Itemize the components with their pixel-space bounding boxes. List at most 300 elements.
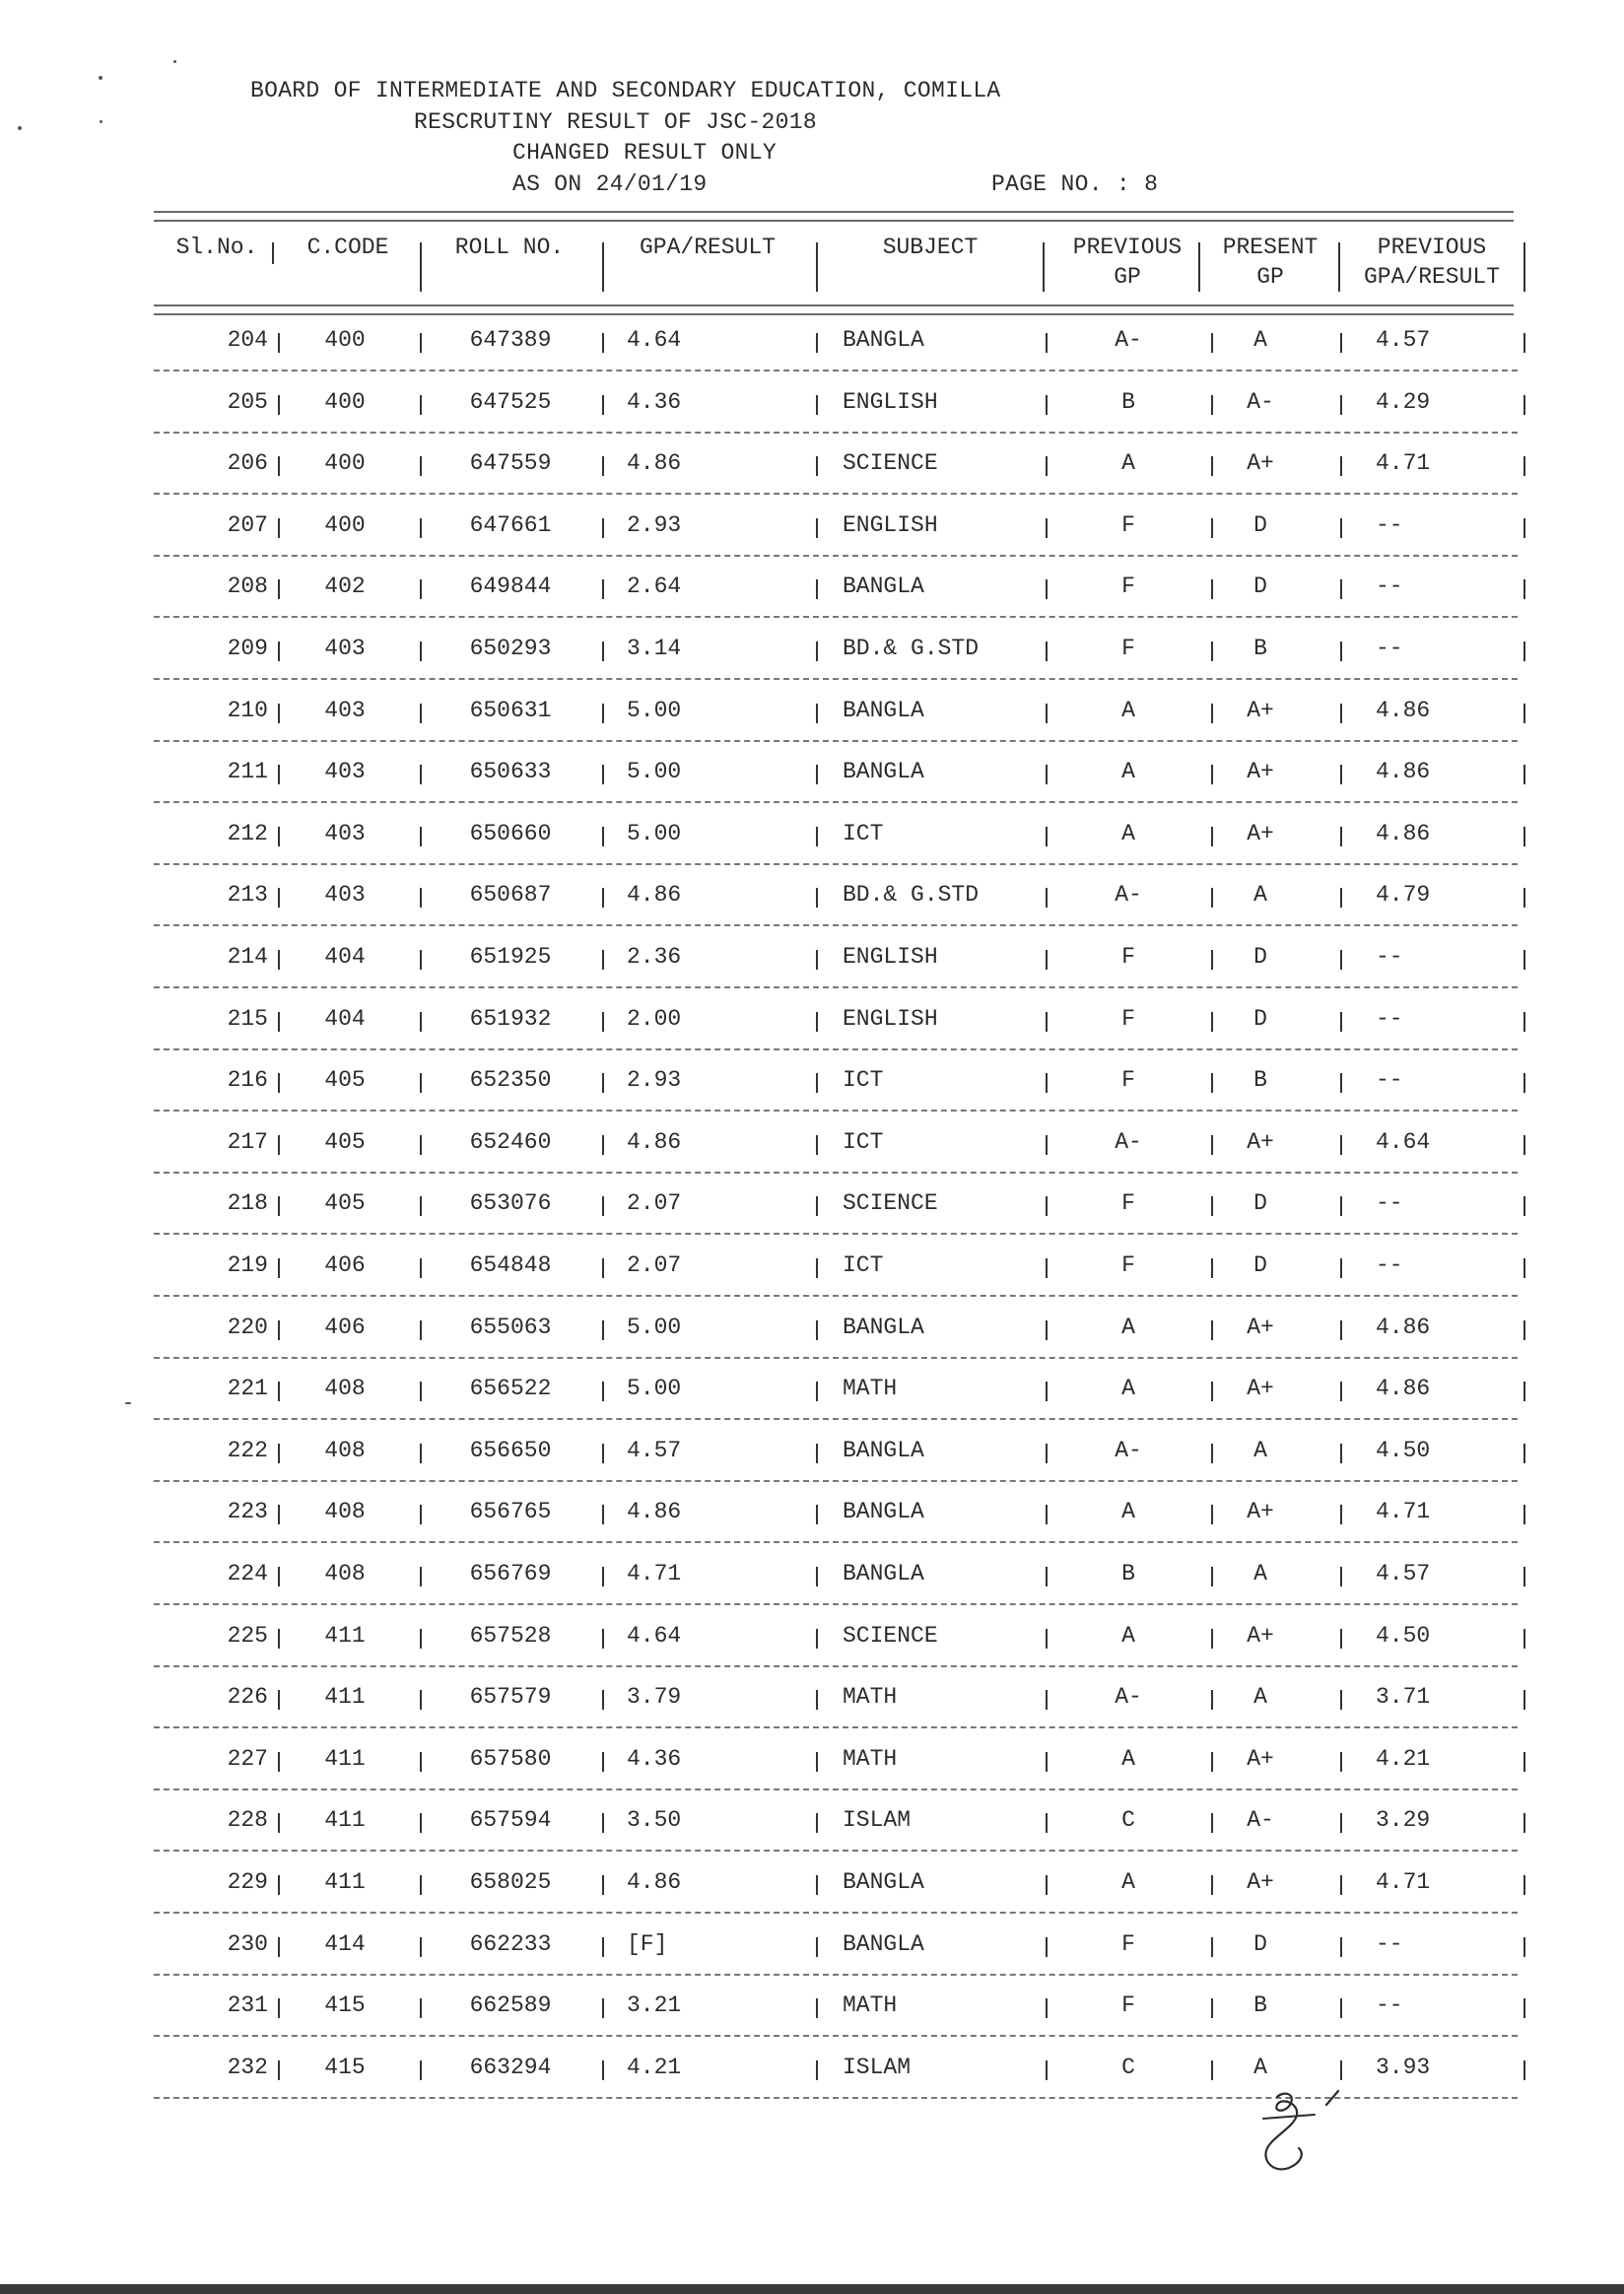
row-separator [154, 370, 1518, 371]
report-title: RESCRUTINY RESULT OF JSC-2018 [414, 109, 817, 135]
column-separator [816, 1752, 818, 1772]
column-separator [1046, 2060, 1048, 2080]
column-separator [1340, 1258, 1342, 1278]
column-separator [1046, 1875, 1048, 1895]
table-cell: 213 [227, 882, 268, 908]
table-cell: 647661 [469, 512, 552, 538]
column-separator [1211, 1813, 1213, 1833]
row-separator [154, 1295, 1518, 1297]
table-cell: 657528 [469, 1623, 552, 1649]
table-cell: ISLAM [843, 1807, 912, 1833]
row-separator [154, 555, 1518, 557]
column-separator [602, 1444, 604, 1463]
column-separator [816, 1567, 818, 1586]
column-separator [1340, 1444, 1342, 1463]
column-header-label: SUBJECT [882, 235, 979, 260]
column-separator [420, 518, 422, 538]
table-cell: A- [1115, 1684, 1142, 1710]
column-separator [1523, 1690, 1525, 1710]
table-cell: 658025 [469, 1869, 552, 1895]
table-cell: 4.57 [1376, 1561, 1431, 1586]
row-separator [154, 493, 1518, 495]
column-separator [1046, 888, 1048, 908]
table-cell: 4.71 [1376, 450, 1431, 476]
table-cell: A [1253, 1684, 1267, 1710]
table-cell: 403 [324, 882, 366, 908]
table-cell: BANGLA [843, 759, 924, 784]
column-separator [602, 1629, 604, 1649]
column-separator [602, 641, 604, 661]
column-separator [1211, 827, 1213, 846]
column-separator [1046, 1998, 1048, 2018]
column-separator [278, 1258, 280, 1278]
column-separator [1046, 518, 1048, 538]
table-cell: 403 [324, 698, 366, 723]
table-cell: 3.21 [627, 1992, 682, 2018]
header-bottom-rule [154, 304, 1514, 315]
row-separator [154, 1357, 1518, 1359]
table-cell: 662233 [469, 1931, 552, 1957]
column-separator [278, 1196, 280, 1216]
column-separator [420, 888, 422, 908]
table-cell: 408 [324, 1438, 366, 1463]
scan-speck [99, 76, 102, 80]
table-cell: A [1253, 882, 1267, 908]
column-separator [1046, 1444, 1048, 1463]
table-cell: ISLAM [843, 2055, 912, 2080]
column-separator [420, 1752, 422, 1772]
table-cell: 3.79 [627, 1684, 682, 1710]
table-cell: BANGLA [843, 574, 924, 599]
column-separator [816, 641, 818, 661]
table-cell: -- [1376, 1931, 1403, 1957]
table-cell: 2.93 [627, 512, 682, 538]
column-separator [1523, 1567, 1525, 1586]
column-separator [1211, 579, 1213, 599]
column-separator [1211, 456, 1213, 476]
table-cell: A+ [1247, 1376, 1274, 1401]
table-cell: 209 [227, 636, 268, 661]
column-separator [420, 1629, 422, 1649]
table-cell: A [1253, 327, 1267, 353]
column-separator [1340, 1567, 1342, 1586]
table-cell: BD.& G.STD [843, 882, 980, 908]
column-separator [1211, 1505, 1213, 1524]
column-separator [1046, 1505, 1048, 1524]
table-cell: A [1121, 1499, 1135, 1524]
table-cell: -- [1376, 636, 1403, 661]
table-cell: 2.00 [627, 1006, 682, 1032]
column-separator [420, 827, 422, 846]
column-separator [1211, 1444, 1213, 1463]
column-separator [1046, 333, 1048, 353]
table-cell: 411 [324, 1623, 366, 1649]
column-separator [1340, 1135, 1342, 1155]
table-cell: 652460 [469, 1129, 552, 1155]
column-separator [1523, 1875, 1525, 1895]
column-separator [816, 1320, 818, 1340]
column-separator [1043, 242, 1045, 292]
scan-speck [125, 1402, 131, 1404]
column-separator [1198, 242, 1200, 292]
table-cell: 231 [227, 1992, 268, 2018]
table-cell: BANGLA [843, 1438, 924, 1463]
table-cell: A- [1115, 327, 1142, 353]
table-cell: -- [1376, 1992, 1403, 2018]
column-separator [1340, 704, 1342, 723]
table-cell: 411 [324, 1684, 366, 1710]
column-separator [278, 395, 280, 415]
column-separator [816, 333, 818, 353]
table-cell: -- [1376, 1190, 1403, 1216]
table-cell: MATH [843, 1992, 898, 2018]
table-cell: BANGLA [843, 1561, 924, 1586]
column-separator [1523, 1505, 1525, 1524]
column-separator [1340, 1012, 1342, 1032]
column-separator [420, 242, 422, 292]
column-separator [420, 641, 422, 661]
table-cell: 219 [227, 1252, 268, 1278]
column-separator [1046, 1752, 1048, 1772]
table-cell: 408 [324, 1561, 366, 1586]
column-separator [420, 1258, 422, 1278]
column-separator [1211, 1752, 1213, 1772]
column-separator [1523, 1012, 1525, 1032]
page-number: PAGE NO. : 8 [991, 171, 1159, 197]
column-separator [816, 395, 818, 415]
column-separator [420, 1875, 422, 1895]
table-cell: BANGLA [843, 1931, 924, 1957]
column-separator [816, 579, 818, 599]
column-separator [1523, 518, 1525, 538]
table-cell: 220 [227, 1315, 268, 1340]
table-cell: 223 [227, 1499, 268, 1524]
column-separator [602, 1567, 604, 1586]
row-separator [154, 924, 1518, 926]
row-separator [154, 1172, 1518, 1174]
column-separator [816, 1690, 818, 1710]
row-separator [154, 1480, 1518, 1482]
column-separator [420, 395, 422, 415]
column-separator [1523, 1752, 1525, 1772]
column-separator [278, 1505, 280, 1524]
column-separator [816, 765, 818, 784]
column-separator [1523, 242, 1525, 292]
table-cell: 656522 [469, 1376, 552, 1401]
column-separator [1340, 1813, 1342, 1833]
column-header-label: C.CODE [306, 235, 389, 260]
table-cell: 205 [227, 389, 268, 415]
table-cell: B [1121, 1561, 1135, 1586]
table-cell: 657594 [469, 1807, 552, 1833]
column-separator [1046, 1567, 1048, 1586]
table-cell: 228 [227, 1807, 268, 1833]
column-separator [602, 765, 604, 784]
table-cell: 4.64 [1376, 1129, 1431, 1155]
table-cell: 4.71 [1376, 1869, 1431, 1895]
table-cell: 647525 [469, 389, 552, 415]
column-separator [1046, 1258, 1048, 1278]
table-cell: C [1121, 2055, 1135, 2080]
table-cell: A+ [1247, 759, 1274, 784]
table-cell: 211 [227, 759, 268, 784]
table-cell: 4.86 [1376, 759, 1431, 784]
column-separator [420, 1382, 422, 1401]
table-cell: A [1121, 1869, 1135, 1895]
column-separator [816, 1258, 818, 1278]
row-separator [154, 1110, 1518, 1112]
table-cell: 2.36 [627, 944, 682, 970]
table-cell: A [1253, 1561, 1267, 1586]
table-cell: B [1253, 636, 1267, 661]
column-separator [1523, 765, 1525, 784]
table-cell: 406 [324, 1252, 366, 1278]
table-cell: 4.36 [627, 389, 682, 415]
column-separator [1340, 456, 1342, 476]
table-cell: F [1121, 574, 1135, 599]
table-cell: -- [1376, 1252, 1403, 1278]
table-cell: 649844 [469, 574, 552, 599]
table-cell: F [1121, 1931, 1135, 1957]
column-separator [1046, 827, 1048, 846]
table-cell: 405 [324, 1129, 366, 1155]
column-separator [816, 1135, 818, 1155]
table-cell: ENGLISH [843, 1006, 938, 1032]
column-separator [1046, 765, 1048, 784]
column-separator [1523, 1629, 1525, 1649]
table-cell: 221 [227, 1376, 268, 1401]
column-separator [1523, 2060, 1525, 2080]
table-cell: 230 [227, 1931, 268, 1957]
column-separator [1211, 641, 1213, 661]
table-cell: F [1121, 512, 1135, 538]
column-separator [1211, 518, 1213, 538]
table-cell: 208 [227, 574, 268, 599]
table-cell: 5.00 [627, 821, 682, 846]
table-cell: A+ [1247, 1746, 1274, 1772]
column-separator [272, 242, 274, 264]
table-cell: -- [1376, 944, 1403, 970]
table-cell: 3.50 [627, 1807, 682, 1833]
table-cell: 206 [227, 450, 268, 476]
column-separator [278, 1135, 280, 1155]
table-cell: 403 [324, 636, 366, 661]
column-separator [1338, 242, 1340, 292]
column-separator [1211, 1196, 1213, 1216]
table-cell: ICT [843, 821, 884, 846]
table-cell: 4.64 [627, 1623, 682, 1649]
column-header-sublabel: GP [1256, 264, 1284, 290]
table-cell: BANGLA [843, 1499, 924, 1524]
column-separator [420, 1196, 422, 1216]
table-cell: 657579 [469, 1684, 552, 1710]
table-cell: 4.86 [627, 1129, 682, 1155]
row-separator [154, 1603, 1518, 1605]
scan-bottom-edge [0, 2284, 1624, 2294]
table-cell: BD.& G.STD [843, 636, 980, 661]
column-separator [420, 1937, 422, 1957]
column-separator [816, 1196, 818, 1216]
table-cell: A+ [1247, 1315, 1274, 1340]
table-cell: 215 [227, 1006, 268, 1032]
table-cell: 414 [324, 1931, 366, 1957]
table-cell: 4.57 [627, 1438, 682, 1463]
column-separator [602, 1505, 604, 1524]
column-header-label: GPA/RESULT [639, 235, 777, 260]
column-separator [602, 579, 604, 599]
column-separator [602, 1073, 604, 1093]
table-cell: 5.00 [627, 759, 682, 784]
table-cell: 2.64 [627, 574, 682, 599]
table-cell: 662589 [469, 1992, 552, 2018]
table-cell: 4.36 [627, 1746, 682, 1772]
table-cell: -- [1376, 574, 1403, 599]
column-separator [602, 1813, 604, 1833]
table-cell: 232 [227, 2055, 268, 2080]
column-separator [1046, 1135, 1048, 1155]
column-separator [278, 1073, 280, 1093]
table-cell: 408 [324, 1499, 366, 1524]
column-separator [816, 242, 818, 292]
column-separator [1340, 950, 1342, 970]
table-cell: -- [1376, 512, 1403, 538]
table-cell: 411 [324, 1869, 366, 1895]
column-separator [1211, 2060, 1213, 2080]
row-separator [154, 1850, 1518, 1852]
column-separator [1046, 456, 1048, 476]
table-cell: D [1253, 1252, 1267, 1278]
table-cell: A [1121, 1746, 1135, 1772]
column-separator [1523, 395, 1525, 415]
table-cell: 4.86 [1376, 698, 1431, 723]
column-separator [420, 765, 422, 784]
column-separator [602, 333, 604, 353]
column-header-label: PREVIOUS [1072, 235, 1183, 260]
column-separator [420, 704, 422, 723]
table-cell: D [1253, 1006, 1267, 1032]
column-separator [1523, 888, 1525, 908]
column-separator [420, 1135, 422, 1155]
table-cell: B [1253, 1067, 1267, 1093]
table-cell: 2.07 [627, 1190, 682, 1216]
table-cell: 4.50 [1376, 1438, 1431, 1463]
table-cell: 4.57 [1376, 327, 1431, 353]
table-cell: D [1253, 574, 1267, 599]
table-cell: 651932 [469, 1006, 552, 1032]
table-cell: 656765 [469, 1499, 552, 1524]
table-cell: 651925 [469, 944, 552, 970]
column-separator [278, 1567, 280, 1586]
column-separator [278, 704, 280, 723]
column-separator [278, 1937, 280, 1957]
column-separator [278, 456, 280, 476]
table-cell: 4.71 [1376, 1499, 1431, 1524]
row-separator [154, 1974, 1518, 1976]
column-header-sublabel: GPA/RESULT [1363, 264, 1501, 290]
table-cell: ENGLISH [843, 389, 938, 415]
table-cell: 650660 [469, 821, 552, 846]
column-separator [1211, 1629, 1213, 1649]
table-cell: 207 [227, 512, 268, 538]
table-cell: A+ [1247, 450, 1274, 476]
column-separator [1340, 1505, 1342, 1524]
column-separator [1340, 1320, 1342, 1340]
column-separator [278, 1444, 280, 1463]
column-separator [1523, 641, 1525, 661]
row-separator [154, 1726, 1518, 1728]
scan-speck [100, 120, 102, 123]
column-separator [278, 1320, 280, 1340]
column-separator [420, 1012, 422, 1032]
row-separator [154, 432, 1518, 434]
table-cell: 227 [227, 1746, 268, 1772]
column-separator [1211, 395, 1213, 415]
table-cell: F [1121, 636, 1135, 661]
table-cell: 222 [227, 1438, 268, 1463]
column-separator [1340, 395, 1342, 415]
column-separator [420, 1567, 422, 1586]
table-cell: 224 [227, 1561, 268, 1586]
column-separator [602, 242, 604, 292]
column-separator [816, 704, 818, 723]
column-separator [1211, 704, 1213, 723]
table-cell: 4.29 [1376, 389, 1431, 415]
table-cell: F [1121, 944, 1135, 970]
column-separator [1340, 1937, 1342, 1957]
table-cell: 663294 [469, 2055, 552, 2080]
column-separator [278, 641, 280, 661]
column-separator [1211, 950, 1213, 970]
table-cell: -- [1376, 1067, 1403, 1093]
column-separator [1340, 1752, 1342, 1772]
table-cell: 657580 [469, 1746, 552, 1772]
table-cell: 415 [324, 1992, 366, 2018]
table-cell: 4.86 [627, 1869, 682, 1895]
table-cell: 650293 [469, 636, 552, 661]
report-date: AS ON 24/01/19 [512, 171, 708, 197]
table-cell: 204 [227, 327, 268, 353]
row-separator [154, 740, 1518, 742]
table-cell: A+ [1247, 821, 1274, 846]
table-cell: 650687 [469, 882, 552, 908]
column-separator [1340, 888, 1342, 908]
column-separator [420, 1505, 422, 1524]
column-separator [278, 579, 280, 599]
table-cell: 408 [324, 1376, 366, 1401]
table-cell: 652350 [469, 1067, 552, 1093]
column-header-label: PREVIOUS [1377, 235, 1487, 260]
table-cell: D [1253, 1190, 1267, 1216]
table-cell: 400 [324, 389, 366, 415]
row-separator [154, 1788, 1518, 1790]
table-cell: A [1121, 698, 1135, 723]
column-separator [1523, 1998, 1525, 2018]
column-separator [1046, 1629, 1048, 1649]
table-cell: 225 [227, 1623, 268, 1649]
column-separator [1211, 888, 1213, 908]
column-separator [816, 1629, 818, 1649]
row-separator [154, 1048, 1518, 1050]
table-cell: ICT [843, 1252, 884, 1278]
column-separator [420, 333, 422, 353]
table-cell: A- [1115, 882, 1142, 908]
column-header-label: Sl.No. [175, 235, 258, 260]
column-separator [1523, 579, 1525, 599]
table-cell: 229 [227, 1869, 268, 1895]
column-separator [278, 1813, 280, 1833]
column-separator [278, 1752, 280, 1772]
report-subtitle: CHANGED RESULT ONLY [512, 140, 777, 166]
